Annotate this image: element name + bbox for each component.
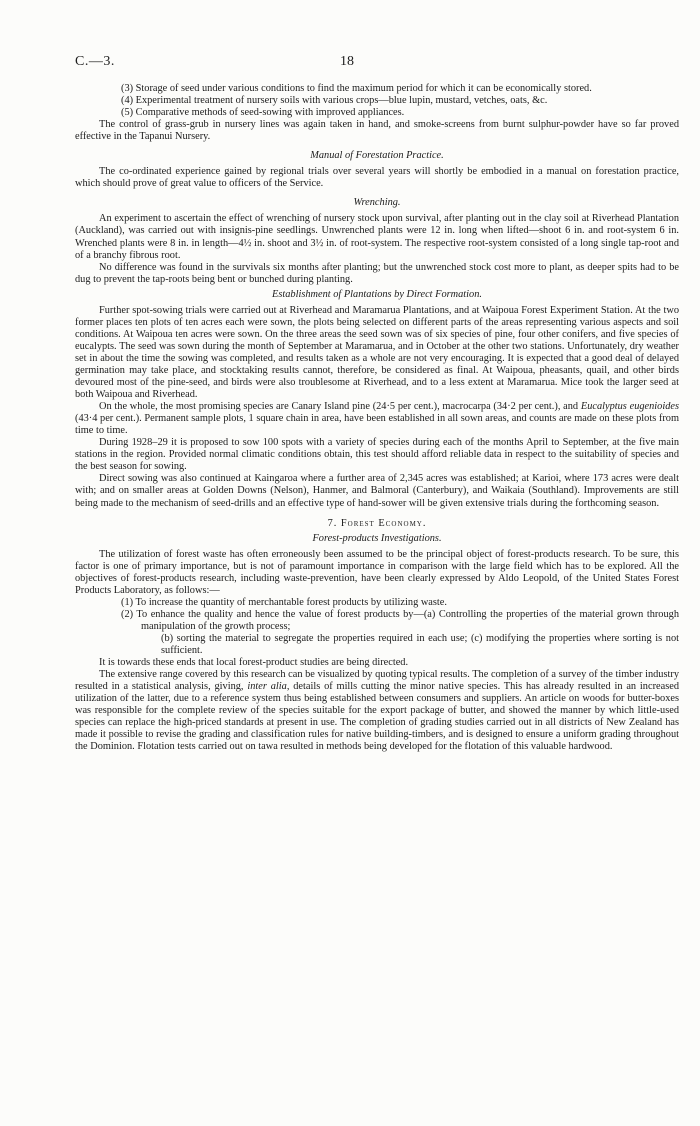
economy-paragraph-2: It is towards these ends that local forest-product studies are being directed.: [99, 657, 409, 669]
direct-formation-paragraph-1: Further spot-sowing trials were carried out at Riverhead and Maramarua Plantations, and at Waipoua Forest Experiment Station. At the two former places ten plots of ten acres each were sown, the plots being selected on different parts of the areas representing various aspects and soil conditions. At Waipoua ten acres were sown. On the three areas the seed sown was of six species of pine, four other conifers, and five species of eucalypts. The seed was sown during the month of September at Maramarua, and in October at the other two stations. Unfortunately, dry weather set in about the time the sowing was completed, and results taken as a whole are not very encouraging. It is expected that a good deal of delayed germination may take place, and stocktaking results cannot, therefore, be considered as final. At Waipoua, pheasants, quail, and other birds devoured most of the pine-seed, and birds were also troublesome at Riverhead, and to a less extent at Maramarua. Mice took the larger seed at both Waipoua and Riverhead.: [75, 304, 679, 401]
grass-grub-paragraph: The control of grass-grub in nursery lines was again taken in hand, and smoke-screens from burnt sulphur-powder have so far proved effective in the Tapanui Nursery.: [75, 119, 679, 143]
section-heading-wrenching: Wrenching.: [353, 197, 401, 209]
wrenching-paragraph-2: No difference was found in the survivals six months after planting; but the unwrenched stock cost more to plant, as deeper spits had to be dug to prevent the tap-roots being bent or bunched during planting.: [75, 261, 679, 285]
report-code: C.—3.: [75, 54, 115, 69]
objective-2-continued: (b) sorting the material to segregate the properties required in each use; (c) modifying the properties where sorting is not sufficient.: [161, 632, 679, 657]
direct-formation-paragraph-2: On the whole, the most promising species are Canary Island pine (24·5 per cent.), macrocarpa (34·2 per cent.), and Eucalyptus eugenioides (43·4 per cent.). Permanent sample plots, 1 square chain in area, have been established in all sown areas, and counts are made on these plots from time to time.: [75, 401, 680, 437]
section-heading-forest-economy: 7. Forest Economy.: [327, 517, 427, 529]
list-item-5: (5) Comparative methods of seed-sowing with improved appliances.: [121, 107, 405, 119]
section-heading-manual: Manual of Forestation Practice.: [310, 150, 444, 162]
species-name: Eucalyptus eugenioides: [580, 401, 680, 413]
objective-2: (2) To enhance the quality and hence the value of forest products by—(a) Controlling the properties of the material grown through manipulation of the growth process;: [121, 608, 679, 632]
latin-phrase: inter alia: [247, 681, 287, 693]
direct-formation-paragraph-3: During 1928–29 it is proposed to sow 100 spots with a variety of species during each of the months April to September, at the five main stations in the region. Provided normal climatic conditions obtain, this test should afford reliable data in respect to the suitability of species and the best season for sowing.: [75, 437, 679, 473]
page-number: 18: [340, 54, 354, 69]
subheading-forest-products: Forest-products Investigations.: [312, 532, 442, 544]
wrenching-paragraph-1: An experiment to ascertain the effect of wrenching of nursery stock upon survival, after planting out in the clay soil at Riverhead Plantation (Auckland), was carried out with insignis-pine seedlings. Unwrenched plants were 12 in. long when lifted—shoot 6 in. and root-system 6 in. Wrenched plants were 8 in. in length—4½ in. shoot and 3½ in. of root-system. The respective root-system consisted of a long single tap-root and of a branchy fibrous root.: [75, 213, 679, 261]
manual-paragraph: The co-ordinated experience gained by regional trials over several years will shortly be embodied in a manual on forestation practice, which should prove of great value to officers of the Service.: [75, 166, 679, 190]
direct-formation-paragraph-4: Direct sowing was also continued at Kaingaroa where a further area of 2,345 acres was established; at Karioi, where 173 acres were dealt with; and on smaller areas at Golden Downs (Nelson), Hanmer, and Balmoral (Canterbury), and Waikaia (Southland). Improvements are still being made to the mechanism of seed-drills and an effective type of hand-sower will be given extensive trials during the forthcoming season.: [75, 473, 679, 509]
economy-paragraph-1: The utilization of forest waste has often erroneously been assumed to be the principal object of forest-products research. To be sure, this factor is one of primary importance, but is not of paramount importance in comparison with the large field which has to be explored. All the objectives of forest-products research, including waste-prevention, have been clearly expressed by Aldo Leopold, of the United States Forest Products Laboratory, as follows:—: [75, 548, 679, 596]
list-item-4: (4) Experimental treatment of nursery soils with various crops—blue lupin, mustard, vetches, oats, &c.: [121, 95, 548, 107]
section-heading-direct-formation: Establishment of Plantations by Direct Formation.: [272, 288, 482, 300]
page-body: [75, 83, 679, 753]
economy-paragraph-3: The extensive range covered by this research can be visualized by quoting typical results. The completion of a survey of the timber industry resulted in a statistical analysis, giving, inter alia, details of mills cutting the minor native species. This has already resulted in an increased utilization of the latter, due to a reference system thus being established between consumers and suppliers. An article on woods for butter-boxes was responsible for the complete review of the species suitable for the export package of butter, and showed the manner by which little-used species can replace the high-priced standards at present in use. The completion of grading studies carried out in all districts of New Zealand has made it possible to revise the grading and classification rules for native building-timbers, and is designed to ensure a uniform grading throughout the Dominion. Flotation tests carried out on tawa resulted in methods being developed for the flotation of this valuable hardwood.: [75, 669, 679, 753]
objective-1: (1) To increase the quantity of merchantable forest products by utilizing waste.: [121, 596, 447, 608]
list-item-3: (3) Storage of seed under various conditions to find the maximum period for which it can be economically stored.: [121, 83, 592, 94]
